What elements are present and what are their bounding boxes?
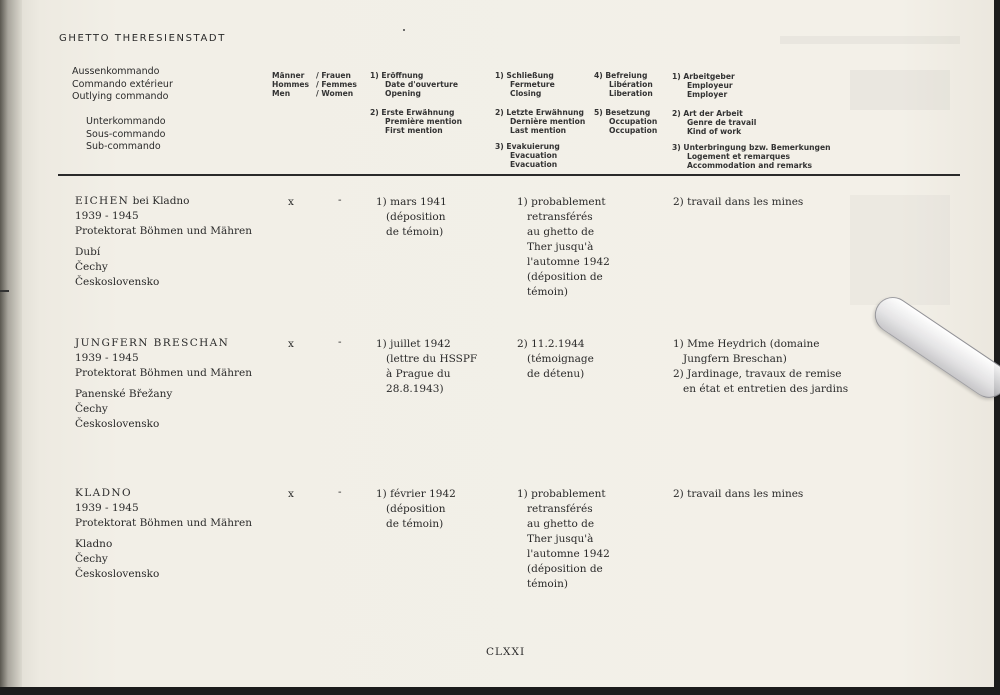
commando-label-en: Outlying commando [72, 91, 169, 102]
entry-region: Protektorat Böhmen und Mähren [75, 367, 253, 379]
subcommando-labels [86, 116, 166, 154]
entry-opening: 1) février 1942 (déposition de témoin) [376, 488, 456, 530]
entry-region: Protektorat Böhmen und Mähren [75, 517, 253, 529]
men-label-fr: Hommes [272, 80, 310, 89]
entry-region: Protektorat Böhmen und Mähren [75, 225, 253, 237]
entry-location [75, 486, 252, 582]
women-label-en: / Women [316, 89, 354, 98]
page-number: CLXXI [486, 646, 526, 658]
closing-header: 1) Schließung Fermeture Closing [495, 71, 555, 98]
accommodation-header: 3) Unterbringung bzw. Bemerkungen Logement et remarques Accommodation and remarks [672, 143, 831, 170]
bleed-through [850, 195, 950, 305]
entry-years: 1939 - 1945 [75, 210, 139, 222]
page-edge [994, 0, 1000, 695]
entry-country: Čechy [75, 403, 108, 415]
occupation-header: 5) Besetzung Occupation Occupation [594, 108, 658, 135]
last-mention-header: 2) Letzte Erwähnung Dernière mention Last mention [495, 108, 586, 135]
entry-location [75, 336, 252, 432]
entry-opening: 1) mars 1941 (déposition de témoin) [376, 196, 447, 238]
entry-state: Československo [75, 276, 160, 288]
speck [403, 29, 405, 31]
subcommando-label-de: Unterkommando [86, 116, 166, 127]
entry-men: x [288, 196, 294, 208]
entry-place: Panenské Břežany [75, 388, 173, 400]
employer-header: 1) Arbeitgeber Employeur Employer [672, 72, 735, 99]
entry-men: x [288, 338, 294, 350]
men-label-de: Männer [272, 71, 305, 80]
entry-name: EICHEN [75, 195, 130, 207]
entry-name: JUNGFERN BRESCHAN [75, 337, 230, 349]
header-divider [58, 174, 960, 176]
women-label-de: / Frauen [316, 71, 351, 80]
book-spine [0, 0, 22, 695]
entry-country: Čechy [75, 553, 108, 565]
entry-closing: 2) 11.2.1944 (témoignage de détenu) [517, 338, 594, 380]
commando-labels [72, 66, 173, 104]
entry-years: 1939 - 1945 [75, 352, 139, 364]
entry-opening: 1) juillet 1942 (lettre du HSSPF à Prague du 28.8.1943) [376, 338, 478, 395]
commando-label-de: Aussenkommando [72, 66, 160, 77]
entry-closing: 1) probablement retransférés au ghetto de Ther jusqu'à l'automne 1942 (déposition de témoin) [517, 196, 610, 298]
page-edge-bottom [0, 687, 1000, 695]
entry-place: Kladno [75, 538, 113, 550]
entry-location [75, 194, 252, 290]
entry-state: Československo [75, 418, 160, 430]
bleed-through [850, 70, 950, 110]
entry-women: - [338, 486, 342, 498]
entry-women: - [338, 336, 342, 348]
entry-state: Československo [75, 568, 160, 580]
entry-name: KLADNO [75, 487, 133, 499]
commando-label-fr: Commando extérieur [72, 78, 173, 90]
entry-men: x [288, 488, 294, 500]
page-title: GHETTO THERESIENSTADT [59, 33, 226, 44]
work-kind-header: 2) Art der Arbeit Genre de travail Kind of work [672, 109, 757, 136]
subcommando-label-en: Sub-commando [86, 141, 161, 152]
entry-place: Dubí [75, 246, 101, 258]
entry-work: 2) travail dans les mines [673, 196, 804, 208]
entry-closing: 1) probablement retransférés au ghetto de Ther jusqu'à l'automne 1942 (déposition de témoin) [517, 488, 610, 590]
evacuation-header: 3) Evakuierung Evacuation Evacuation [495, 142, 560, 169]
entry-country: Čechy [75, 261, 108, 273]
page-clip-tool [868, 290, 1000, 405]
opening-header: 1) Eröffnung Date d'ouverture Opening [370, 71, 459, 98]
gender-header [272, 71, 357, 98]
entry-years: 1939 - 1945 [75, 502, 139, 514]
first-mention-header: 2) Erste Erwähnung Première mention First mention [370, 108, 462, 135]
men-label-en: Men [272, 89, 291, 98]
bleed-through [780, 36, 960, 44]
entry-work: 1) Mme Heydrich (domaine Jungfern Breschan) 2) Jardinage, travaux de remise en état et entretien des jardins [673, 338, 849, 395]
margin-mark [0, 290, 9, 292]
entry-work: 2) travail dans les mines [673, 488, 804, 500]
women-label-fr: / Femmes [316, 80, 357, 89]
entry-name-suffix: bei Kladno [129, 195, 190, 207]
liberation-header: 4) Befreiung Libération Liberation [594, 71, 653, 98]
subcommando-label-fr: Sous-commando [86, 128, 166, 140]
entry-women: - [338, 194, 342, 206]
